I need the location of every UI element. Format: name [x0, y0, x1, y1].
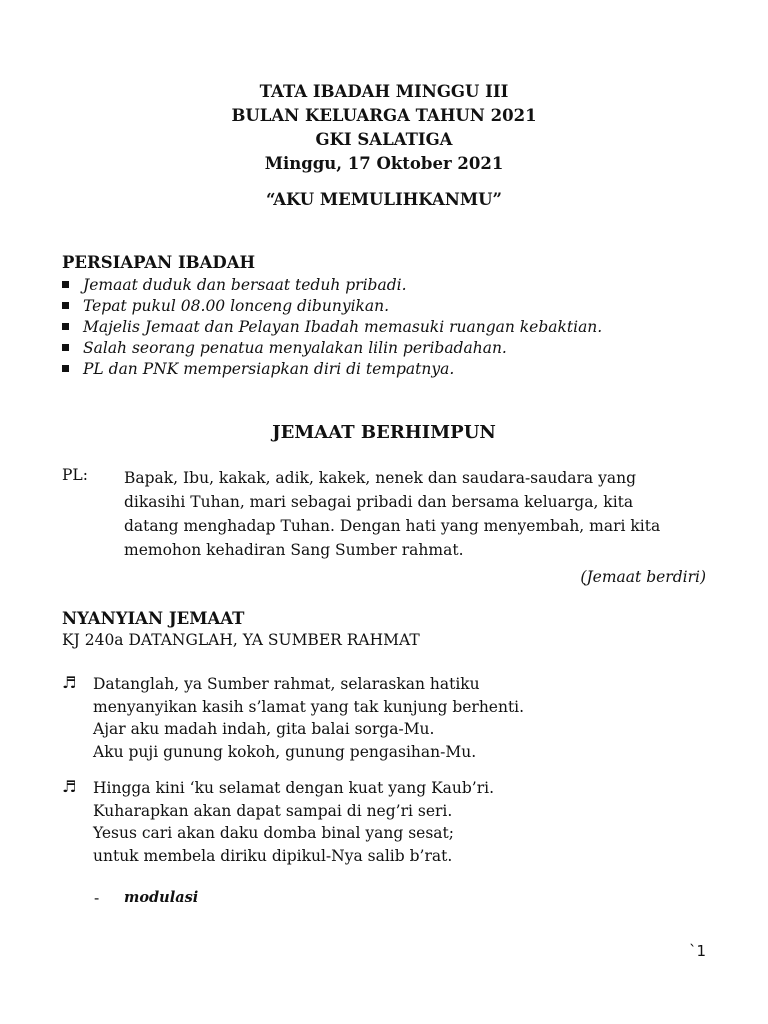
- music-note-icon: ♬: [62, 777, 77, 796]
- lyric-line: Datanglah, ya Sumber rahmat, selaraskan hatiku: [93, 675, 480, 693]
- persiapan-heading: PERSIAPAN IBADAH: [62, 253, 256, 272]
- list-item: Jemaat duduk dan bersaat teduh pribadi.: [62, 275, 602, 296]
- list-item: Majelis Jemaat dan Pelayan Ibadah memasuki ruangan kebaktian.: [62, 317, 602, 338]
- square-bullet-icon: [62, 281, 69, 288]
- square-bullet-icon: [62, 323, 69, 330]
- liturgy-line: Bapak, Ibu, kakak, adik, kakek, nenek dan saudara-saudara yang: [124, 469, 636, 487]
- lyric-line: Kuharapkan akan dapat sampai di neg’ri seri.: [93, 801, 453, 820]
- liturgy-line: datang menghadap Tuhan. Dengan hati yang menyembah, mari kita: [124, 517, 661, 535]
- stanza-2: [62, 777, 494, 867]
- modulation-note: modulasi: [124, 889, 199, 906]
- berhimpun-heading: JEMAAT BERHIMPUN: [272, 422, 496, 443]
- square-bullet-icon: [62, 344, 69, 351]
- music-note-icon: ♬: [62, 673, 77, 692]
- congregation-instruction: (Jemaat berdiri): [580, 568, 706, 586]
- stanza-1: [62, 673, 524, 763]
- lyric-line: Yesus cari akan daku domba binal yang sesat;: [93, 824, 454, 842]
- liturgy-line: dikasihi Tuhan, mari sebagai pribadi dan bersama keluarga, kita: [124, 493, 634, 511]
- lyric-line: Aku puji gunung kokoh, gunung pengasihan-Mu.: [93, 742, 477, 761]
- list-item: PL dan PNK mempersiapkan diri di tempatnya.: [62, 359, 602, 380]
- lyric-line: untuk membela diriku dipikul-Nya salib b’rat.: [93, 846, 453, 865]
- sermon-theme: “AKU MEMULIHKANMU”: [265, 190, 502, 209]
- nyanyian-heading: NYANYIAN JEMAAT: [62, 609, 245, 628]
- document-header: [0, 80, 768, 176]
- lyric-line: menyanyikan kasih s’lamat yang tak kunjung berhenti.: [93, 697, 525, 716]
- liturgy-text: [124, 466, 714, 562]
- lyric-line: Ajar aku madah indah, gita balai sorga-Mu.: [93, 720, 435, 738]
- persiapan-list: [62, 275, 602, 380]
- list-item: Tepat pukul 08.00 lonceng dibunyikan.: [62, 296, 602, 317]
- header-church: GKI SALATIGA: [315, 130, 453, 149]
- song-title: KJ 240a DATANGLAH, YA SUMBER RAHMAT: [62, 631, 420, 649]
- square-bullet-icon: [62, 302, 69, 309]
- header-date: Minggu, 17 Oktober 2021: [264, 154, 504, 173]
- lyric-line: Hingga kini ‘ku selamat dengan kuat yang Kaub’ri.: [93, 779, 495, 797]
- square-bullet-icon: [62, 365, 69, 372]
- header-subtitle: BULAN KELUARGA TAHUN 2021: [231, 106, 537, 125]
- page-number: `1: [688, 942, 706, 960]
- list-item: Salah seorang penatua menyalakan lilin peribadahan.: [62, 338, 602, 359]
- modulation-dash: -: [94, 889, 100, 907]
- liturgy-line: memohon kehadiran Sang Sumber rahmat.: [124, 541, 464, 559]
- header-title: TATA IBADAH MINGGU III: [259, 82, 509, 101]
- speaker-label: PL:: [62, 466, 88, 484]
